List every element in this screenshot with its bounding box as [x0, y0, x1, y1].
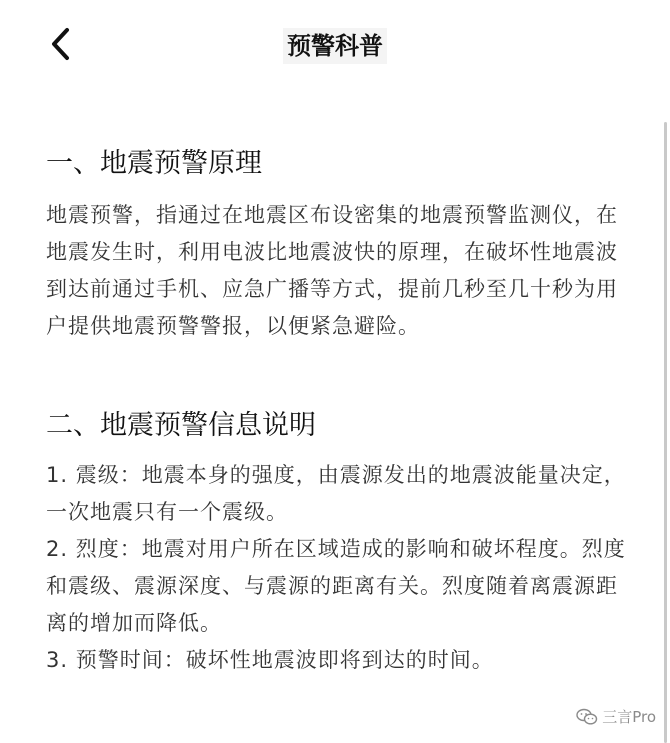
watermark [576, 706, 656, 727]
header-bar [0, 0, 670, 90]
wechat-icon [576, 708, 598, 726]
info-list [46, 457, 636, 679]
list-item: 1. 震级：地震本身的强度，由震源发出的地震波能量决定，一次地震只有一个震级。 [46, 463, 626, 524]
page-title: 预警科普 [283, 28, 387, 64]
section-title-info: 二、地震预警信息说明 [46, 410, 316, 441]
list-item: 2. 烈度：地震对用户所在区域造成的影响和破坏程度。烈度和震级、震源深度、与震源的距离有关。烈度随着离震源距离的增加而降低。 [46, 537, 626, 635]
section-body-principle: 地震预警，指通过在地震区布设密集的地震预警监测仪，在地震发生时，利用电波比地震波快的原理，在破坏性地震波到达前通过手机、应急广播等方式，提前几秒至几十秒为用户提供地震预警警报，以便紧急避险。 [46, 203, 618, 338]
section-title-principle: 一、地震预警原理 [46, 148, 262, 179]
list-item: 3. 预警时间：破坏性地震波即将到达的时间。 [46, 648, 494, 672]
article-content [46, 145, 636, 679]
scrollbar[interactable] [664, 122, 667, 743]
watermark-text: 三言Pro [602, 708, 656, 726]
